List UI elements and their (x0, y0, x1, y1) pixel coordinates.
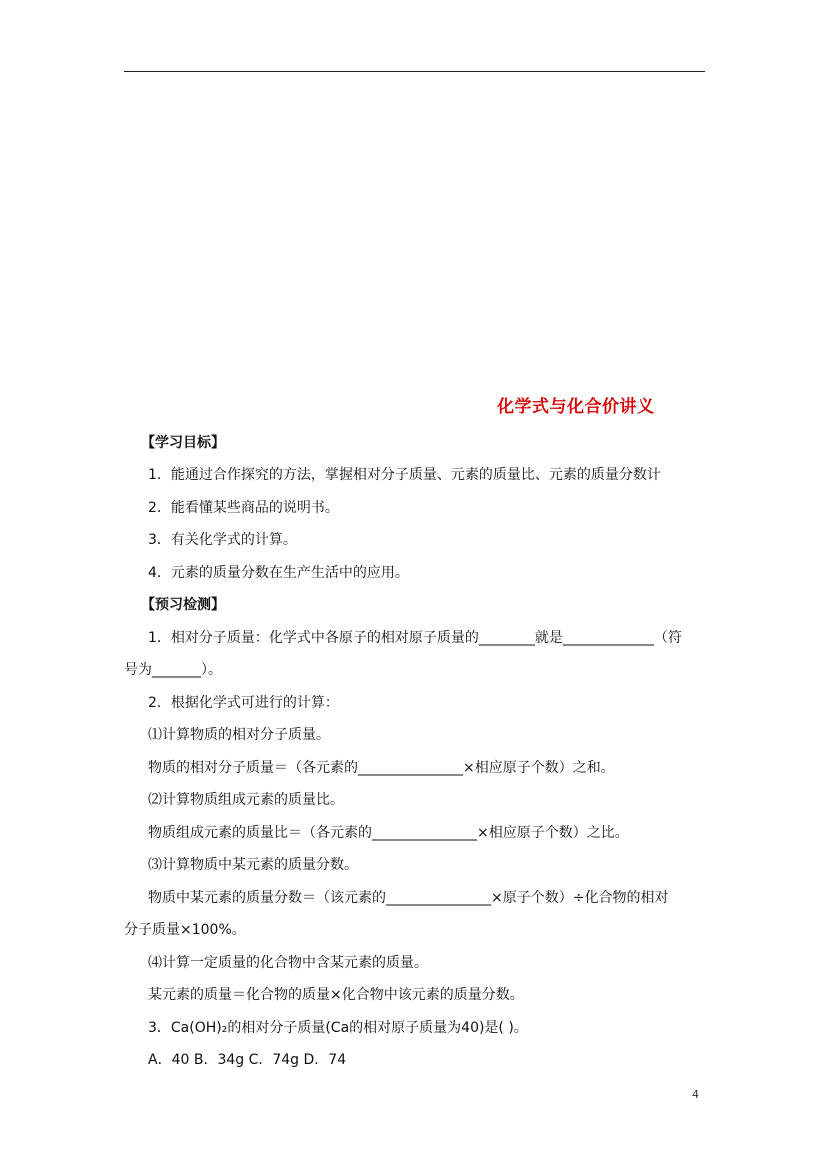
objective-item: 3．有关化学式的计算。 (148, 532, 297, 548)
preview-line: 物质组成元素的质量比＝（各元素的_______________×相应原子个数）之比。 (148, 825, 629, 841)
question-3: 3．Ca(OH)₂的相对分子质量(Ca的相对原子质量为40)是( )。 (148, 1020, 528, 1036)
page-number: 4 (692, 1088, 699, 1101)
preview-line: 1．相对分子质量：化学式中各原子的相对原子质量的________就是_____________（符 (148, 630, 682, 646)
preview-line: 物质中某元素的质量分数＝（该元素的_______________×原子个数）÷化合物的相对 (148, 890, 669, 906)
objective-item: 1．能通过合作探究的方法，掌握相对分子质量、元素的质量比、元素的质量分数计 (148, 467, 661, 483)
objectives-heading: 【学习目标】 (141, 435, 225, 451)
header-rule (124, 71, 705, 72)
preview-line: 2．根据化学式可进行的计算： (148, 695, 339, 711)
preview-line: 号为_______）。 (124, 662, 222, 678)
objective-item: 2．能看懂某些商品的说明书。 (148, 500, 339, 516)
preview-line: 物质的相对分子质量＝（各元素的_______________×相应原子个数）之和。 (148, 760, 615, 776)
preview-line: ⑶计算物质中某元素的质量分数。 (148, 857, 358, 873)
preview-line: ⑷计算一定质量的化合物中含某元素的质量。 (148, 955, 428, 971)
answer-options: A．40 B．34g C．74g D．74 (148, 1052, 347, 1068)
preview-line: 某元素的质量＝化合物的质量×化合物中该元素的质量分数。 (148, 987, 524, 1003)
preview-line: ⑴计算物质的相对分子质量。 (148, 727, 330, 743)
preview-line: ⑵计算物质组成元素的质量比。 (148, 792, 344, 808)
preview-line: 分子质量×100%。 (124, 922, 246, 938)
document-title: 化学式与化合价讲义 (497, 397, 655, 417)
objective-item: 4．元素的质量分数在生产生活中的应用。 (148, 565, 409, 581)
preview-heading: 【预习检测】 (141, 597, 225, 613)
